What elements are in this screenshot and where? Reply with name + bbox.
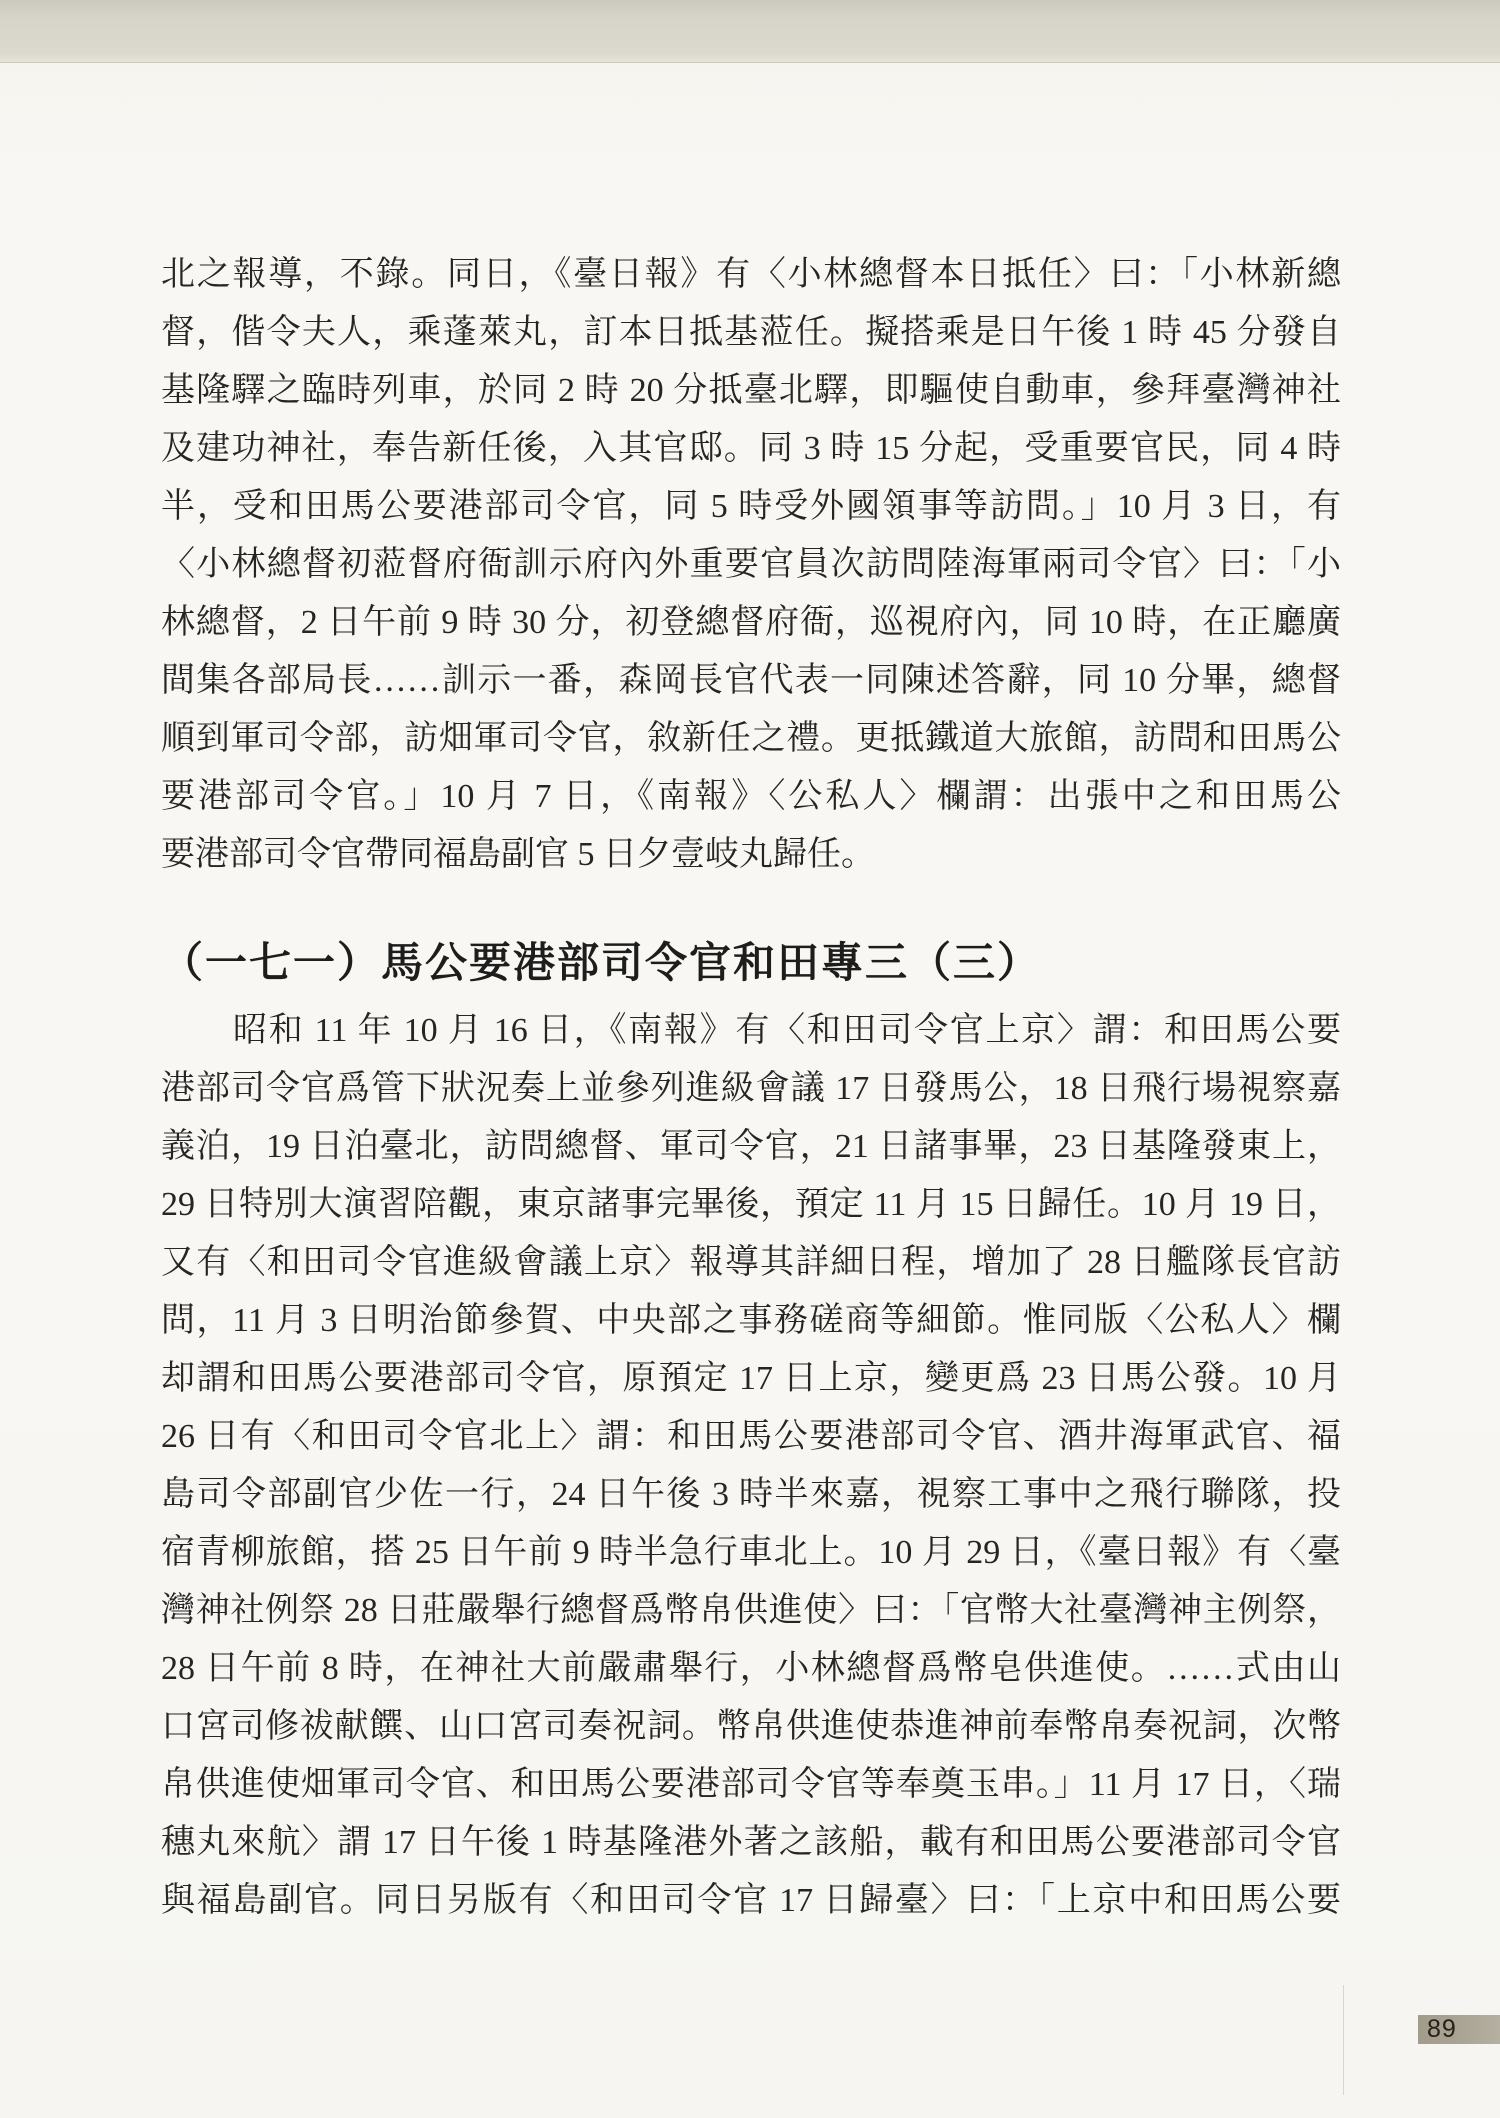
text-line: 却謂和田馬公要港部司令官，原預定 17 日上京，變更爲 23 日馬公發。10 月 — [161, 1360, 1341, 1397]
text-line: 〈小林總督初蒞督府衙訓示府內外重要官員次訪問陸海軍兩司令官〉曰：「小 — [161, 546, 1341, 583]
text-line: 順到軍司令部，訪畑軍司令官，敘新任之禮。更抵鐵道大旅館，訪問和田馬公 — [161, 720, 1341, 757]
text-line: 穗丸來航〉謂 17 日午後 1 時基隆港外著之該船，載有和田馬公要港部司令官 — [161, 1824, 1341, 1861]
text-line: 港部司令官爲管下狀況奏上並參列進級會議 17 日發馬公，18 日飛行場視察嘉 — [161, 1070, 1341, 1107]
text-line: 昭和 11 年 10 月 16 日，《南報》有〈和田司令官上京〉謂：和田馬公要 — [233, 1012, 1341, 1049]
text-line: 及建功神社，奉告新任後，入其官邸。同 3 時 15 分起，受重要官民，同 4 時 — [161, 430, 1341, 467]
scan-edge-artifact — [1343, 1985, 1344, 2095]
text-line: 灣神社例祭 28 日莊嚴舉行總督爲幣帛供進使〉曰：「官幣大社臺灣神主例祭， — [161, 1592, 1341, 1629]
page-number-tab — [1418, 2015, 1500, 2044]
text-line: 基隆驛之臨時列車，於同 2 時 20 分抵臺北驛，即驅使自動車，參拜臺灣神社 — [161, 372, 1341, 409]
text-line: 與福島副官。同日另版有〈和田司令官 17 日歸臺〉曰：「上京中和田馬公要 — [161, 1882, 1341, 1919]
section-heading: （一七一）馬公要港部司令官和田專三（三） — [161, 941, 1042, 987]
paragraph-1 — [161, 246, 1341, 884]
text-block — [161, 246, 1341, 1930]
text-line: 督，偕令夫人，乘蓬萊丸，訂本日抵基蒞任。擬搭乘是日午後 1 時 45 分發自 — [161, 314, 1341, 351]
text-line: 問，11 月 3 日明治節參賀、中央部之事務磋商等細節。惟同版〈公私人〉欄 — [161, 1302, 1341, 1339]
text-line: 半，受和田馬公要港部司令官，同 5 時受外國領事等訪問。」10 月 3 日，有 — [161, 488, 1341, 525]
text-line: 間集各部局長……訓示一番，森岡長官代表一同陳述答辭，同 10 分畢，總督 — [161, 662, 1341, 699]
page-top-edge — [0, 0, 1500, 63]
text-line: 又有〈和田司令官進級會議上京〉報導其詳細日程，增加了 28 日艦隊長官訪 — [161, 1244, 1341, 1281]
text-line: 義泊，19 日泊臺北，訪問總督、軍司令官，21 日諸事畢，23 日基隆發東上， — [161, 1128, 1341, 1165]
text-line: 26 日有〈和田司令官北上〉謂：和田馬公要港部司令官、酒井海軍武官、福 — [161, 1418, 1341, 1455]
text-line: 要港部司令官帶同福島副官 5 日夕壹岐丸歸任。 — [161, 836, 875, 873]
text-line: 北之報導，不錄。同日，《臺日報》有〈小林總督本日抵任〉曰：「小林新總 — [161, 256, 1341, 293]
page-number: 89 — [1427, 2015, 1457, 2043]
text-line: 宿青柳旅館，搭 25 日午前 9 時半急行車北上。10 月 29 日，《臺日報》有〈臺 — [161, 1534, 1341, 1571]
text-line: 要港部司令官。」10 月 7 日，《南報》〈公私人〉欄謂：出張中之和田馬公 — [161, 778, 1341, 815]
text-line: 島司令部副官少佐一行，24 日午後 3 時半來嘉，視察工事中之飛行聯隊，投 — [161, 1476, 1341, 1513]
text-line: 帛供進使畑軍司令官、和田馬公要港部司令官等奉奠玉串。」11 月 17 日，〈瑞 — [161, 1766, 1341, 1803]
text-line: 28 日午前 8 時，在神社大前嚴肅舉行，小林總督爲幣皂供進使。……式由山 — [161, 1650, 1341, 1687]
text-line: 29 日特別大演習陪觀，東京諸事完畢後，預定 11 月 15 日歸任。10 月 19 日， — [161, 1186, 1341, 1223]
paragraph-2 — [161, 1002, 1341, 1930]
text-line: 口宮司修祓献饌、山口宮司奏祝詞。幣帛供進使恭進神前奉幣帛奏祝詞，次幣 — [161, 1708, 1341, 1745]
text-line: 林總督，2 日午前 9 時 30 分，初登總督府衙，巡視府內，同 10 時，在正廳廣 — [161, 604, 1341, 641]
